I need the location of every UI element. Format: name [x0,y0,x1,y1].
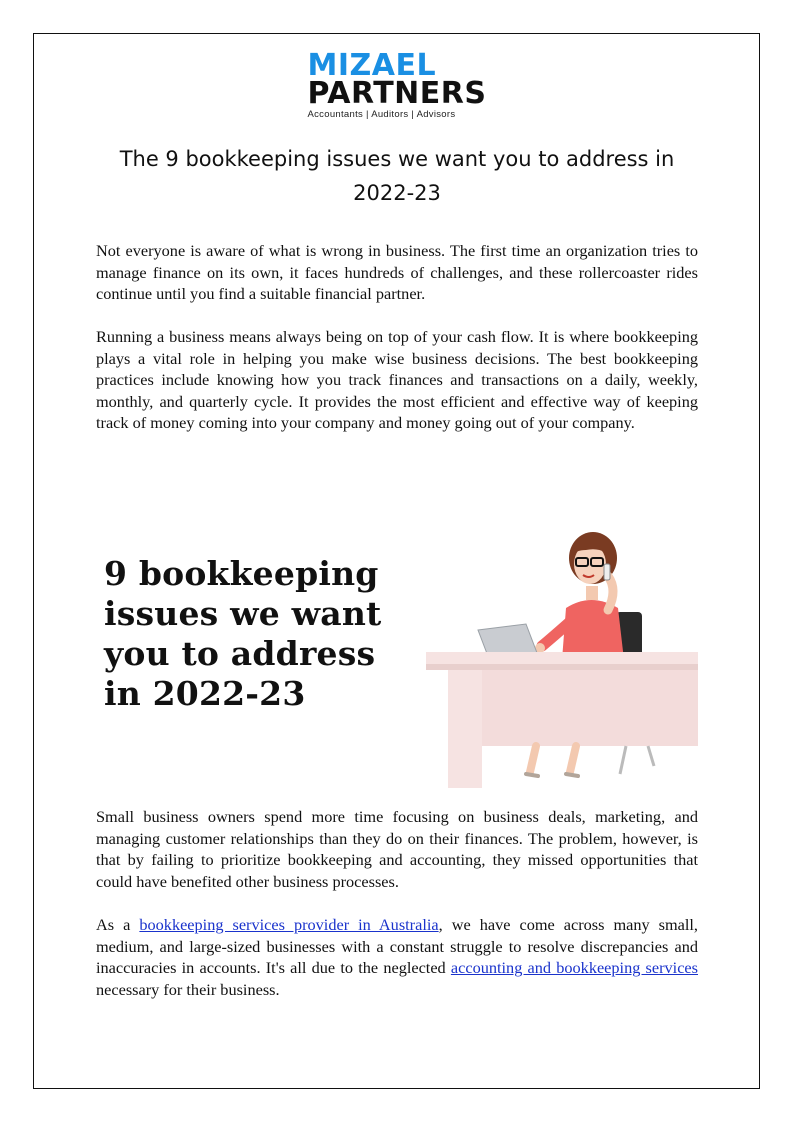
logo-tagline: Accountants | Auditors | Advisors [307,109,456,120]
woman-torso [562,600,624,660]
desk-edge [426,664,698,670]
chair-leg-right [648,746,654,766]
woman-at-desk-illustration [426,520,698,790]
woman-arm-phone [608,576,613,610]
page-title-line-1: The 9 bookkeeping issues we want you to address in [119,147,675,171]
logo-line-2: PARTNERS [307,76,487,111]
desk-top [426,652,698,666]
banner-image [96,520,698,790]
services-paragraph [96,914,698,1000]
banner-heading-line-1: 9 bookkeeping [104,554,379,593]
desk-left-panel [448,670,482,788]
services-paragraph-middle: , we have come across many small, medium, and large-sized businesses with a constant struggle to resolve discrepancies and inaccuracies in accounts. It's all due to the neglected [96,915,698,978]
banner-heading-line-4: in 2022-23 [104,674,306,713]
services-paragraph-suffix: necessary for their business. [96,979,280,999]
banner-heading [104,554,424,714]
woman-neck [586,586,598,600]
woman-leg-right [570,746,576,772]
bookkeeping-services-link[interactable]: bookkeeping services provider in Australia [139,915,439,934]
phone [604,564,610,580]
woman-leg-left [530,746,536,772]
page-title-line-2: 2022-23 [353,181,441,205]
small-business-paragraph: Small business owners spend more time focusing on business deals, marketing, and managing customer relationships than they do on their finances. The problem, however, is that by failing to prioritize bookkeeping and accounting, they missed opportunities that could have benefited other business processes. [96,807,698,891]
accounting-services-link[interactable]: accounting and bookkeeping services [450,958,698,978]
company-logo [0,48,794,122]
banner-heading-line-2: issues we want [104,594,382,633]
banner-heading-line-3: you to address [104,634,376,673]
cash-flow-paragraph: Running a business means always being on top of your cash flow. It is where bookkeeping plays a vital role in helping you make wise business decisions. The best bookkeeping practices include knowing how you track finances and transactions on a daily, weekly, monthly, and quarterly cycle. It provides the most efficient and effective way of keeping track of money coming into your company and money going out of your company. [96,327,698,433]
intro-paragraph: Not everyone is aware of what is wrong in business. The first time an organization tries to manage finance on its own, it faces hundreds of challenges, and these rollercoaster rides continue until you find a suitable financial partner. [96,241,698,304]
logo-line-1: MIZAEL [307,48,437,83]
chair-leg-left [620,746,626,774]
desk-front-panel [482,670,698,746]
services-paragraph-prefix: As a [96,915,140,934]
page-title [96,142,698,210]
woman-shoe-left [526,774,538,776]
woman-shoe-right [566,774,578,776]
